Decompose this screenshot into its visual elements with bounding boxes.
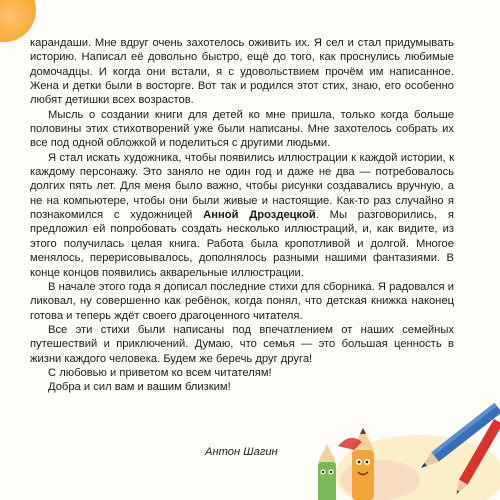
paragraph-1: карандаши. Мне вдруг очень захотелось оживить их. Я сел и стал придумывать историю. Написал её довольно быстро, ещё до того, как проснулись любимые домочадцы. И когда они встали, я с удовольствием прочём им написанное. Жена и детки были в восторге. Вот так и родился этот стих, знаю, его особенно любят детишки всех возрастов. [30,37,454,107]
paragraph-3-before: Я стал искать художника, чтобы появились иллюстрации к каждой истории, к каждому персонажу. Это заняло не один год и даже не два — потребовалось долгих пять лет. Для меня было важно, чтобы рисунки создавались вручную, а не на компьютере, чтобы они были живые и настоящие. Как-то раз случайно я познакомился с художницей [30,151,454,222]
paragraph-6: С любовью и приветом ко всем читателям! [48,366,272,379]
paragraph-3-after: . Мы разговорились, я предложил ей попробовать создать несколько иллюстраций, и, как видите, из этого получилась целая книга. Работа была кропотливой и долгой. Многое менялось, перерисовывалось, дополнялось разными нашими фантазиями. В конце концов появились акварельные иллюстрации. [30,209,454,279]
paragraph-5: Все эти стихи были написаны под впечатлением от наших семейных путешествий и приключений. Думаю, что семья — это большая ценность в жизни каждого человека. Будем же беречь друг друга! [30,323,454,365]
paragraph-4: В начале этого года я дописал последние стихи для сборника. Я радовался и ликовал, ну совершенно как ребёнок, когда понял, что детская книжка наконец готова и теперь ждёт своего драгоценного читателя. [30,280,454,322]
text-page [30,36,454,395]
author-signature: Антон Шагин [205,446,278,458]
watercolor-pencil-characters [310,380,500,500]
green-pencil-character [318,444,336,500]
paragraph-2: Мысль о создании книги для детей ко мне пришла, только когда больше половины этих стихотворений уже были написаны. Мне захотелось собрать их все под одной обложкой и поделиться с другими людьми. [30,108,454,150]
paragraph-7: Добра и сил вам и вашим близким! [48,381,231,394]
paragraph-3 [30,151,454,280]
artist-name: Анной Дроздецкой [203,209,316,222]
